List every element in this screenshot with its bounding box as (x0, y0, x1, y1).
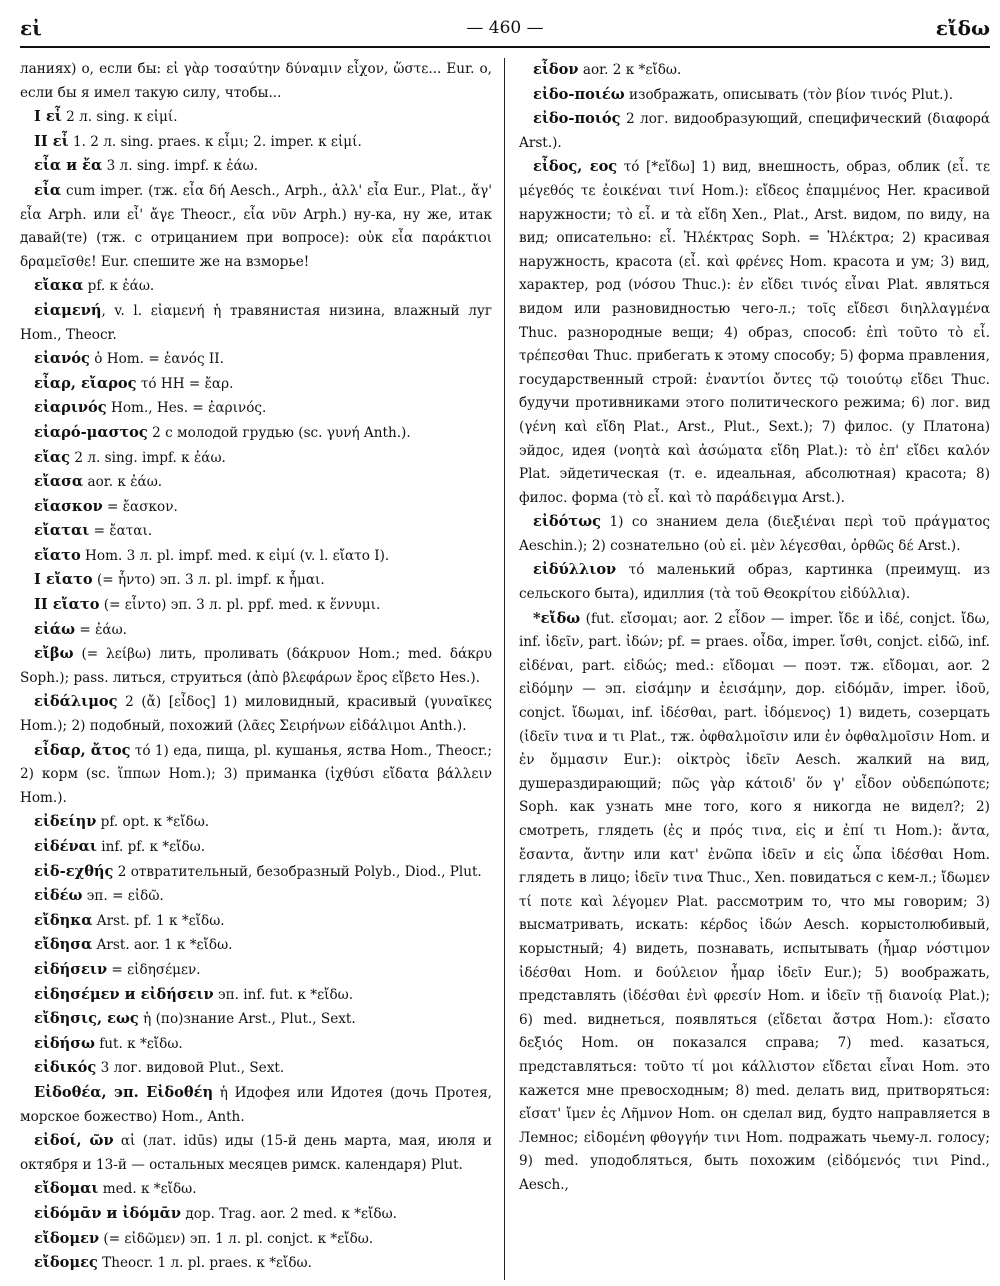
page-header (20, 12, 990, 48)
entry-headword: εἰδήσειν (34, 960, 108, 978)
entry-headword: Εἰδοθέα, эп. Εἰδοθέη (34, 1083, 214, 1101)
dictionary-entry (20, 1032, 492, 1057)
entry-definition: (= εἷντο) эп. 3 л. pl. ppf. med. к ἕννυμι. (99, 597, 381, 614)
entry-headword: εἰδόμᾱν и ἰδόμᾱν (34, 1204, 181, 1222)
dictionary-entry (519, 83, 990, 108)
entry-headword: εἶα и ἔα (34, 157, 103, 175)
dictionary-entry (20, 642, 492, 690)
entry-definition: cum imper. (тж. εἶα δή Aesch., Arph., ἀλλ' εἶα Eur., Plat., ἄγ' εἶα Arph. или εἶ' ἄγε Theocr., εἶα νῦν Arph.) ну-ка, ну же, итак давай(те) (тж. с отрицанием при вопросе): οὐκ εἶα παράκτιοι δραμεῖσθε! Eur. спешите же на взморье! (20, 182, 492, 270)
entry-headword: εἴακα (34, 277, 84, 295)
entry-definition: эп. inf. fut. к *εἴδω. (213, 986, 354, 1003)
dictionary-entry (519, 510, 990, 558)
entry-definition: = ἔασκον. (102, 498, 178, 515)
entry-headword: II εἴατο (34, 596, 100, 614)
entry-headword: εἶα (34, 181, 62, 199)
entry-headword: εἴδηκα (34, 911, 93, 929)
entry-definition: 2 л. sing. к εἰμί. (61, 109, 178, 126)
entry-definition: τό [*εἴδω] 1) вид, внешность, образ, облик (εἶ. τε μέγεθός τε ἐοικέναι τινί Hom.): εἴδεος ἐπαμμένος Her. красивой наружности; τὸ εἶ. и τὰ εἴδη Xen., Plat., Arst. видом, по виду, на вид; описательно: εἶ. Ἠλέκτρας Soph. = Ἠλέκτρα; 2) красивая наружность, красота (εἶ. καὶ φρένες Hom. красота и ум; 3) вид, характер, род (νόσου Thuc.): ἐν εἴδει τινός εἶναι Plat. являться видом или разновидностью чего-л.; τοῖς εἴδεσι διηλλαγμένα Thuc. разнородные вещи; 4) образ, способ: ἐπὶ τοῦτο τὸ εἶ. τρέπεσθαι Thuc. прибегать к этому способу; 5) форма правления, государственный строй: ἐναντίοι ὄντες τῷ τοιούτῳ εἴδει Thuc. будучи противниками этого политического режима; 6) лог. вид (γένη καὶ εἴδη Plat., Arst., Plut., Sext.); 7) филос. (у Платона) эйдос, идея (νοητὰ καὶ ἀσώματα εἴδη Plat.): τὸ ἐπ' εἴδει καλόν Plat. эйдетическая (т. е. идеальная, абсолютная) красота; 8) филос. форма (τὸ εἶ. καὶ τὸ παράδειγμα Arst.). (519, 159, 990, 506)
right-column (505, 58, 990, 1280)
entry-headword: I εἶ (34, 108, 62, 126)
dictionary-entry (20, 446, 492, 471)
dictionary-entry (519, 558, 990, 606)
entry-definition: pf. к ἐάω. (83, 278, 155, 295)
dictionary-entry (20, 154, 492, 179)
entry-definition: pf. opt. к *εἴδω. (96, 814, 210, 831)
dictionary-entry (20, 1177, 492, 1202)
entry-headword: εἰαμενή (34, 301, 102, 319)
entry-headword: εἰδο-ποιός (533, 110, 621, 128)
entry-definition: Arst. pf. 1 к *εἴδω. (92, 912, 225, 929)
entry-headword: εἴδησα (34, 936, 93, 954)
entry-headword: *εἴδω (533, 609, 581, 627)
entry-headword: II εἶ (34, 132, 69, 150)
dictionary-entry (20, 58, 492, 105)
entry-headword: εἴδομαι (34, 1180, 99, 1198)
entry-definition: τό 1) еда, пища, pl. кушанья, яства Hom., Theocr.; 2) корм (sc. ἵππων Hom.); 3) приманка (ἰχθύσι εἴδατα βάλλειν Hom.). (20, 742, 492, 806)
entry-definition: inf. pf. к *εἴδω. (96, 839, 206, 855)
entry-definition: дор. Trag. aor. 2 med. к *εἴδω. (181, 1205, 397, 1222)
entry-headword: εἰαρινός (34, 399, 107, 417)
dictionary-entry (20, 835, 492, 860)
entry-headword: εἰδοί, ῶν (34, 1132, 114, 1150)
entry-definition: ланиях) о, если бы: εἰ γὰρ τοσαύτην δύναμιν εἶχον, ὥστε... Eur. о, если бы я имел такую силу, чтобы... (20, 61, 492, 101)
dictionary-entry (20, 884, 492, 909)
dictionary-entry (519, 155, 990, 510)
entry-headword: εἴδομες (34, 1254, 98, 1272)
entry-definition: = ἐάω. (75, 621, 127, 638)
dictionary-entry (20, 1129, 492, 1177)
entry-definition: 2 л. sing. impf. к ἐάω. (70, 449, 226, 466)
dictionary-entry (20, 130, 492, 155)
entry-definition: 2 с молодой грудью (sc. γυνή Anth.). (147, 424, 411, 441)
entry-definition: ἡ (по)знание Arst., Plut., Sext. (138, 1011, 356, 1028)
entry-definition: 1. 2 л. sing. praes. к εἶμι; 2. imper. к εἰμί. (68, 133, 362, 150)
entry-definition: = ἔαται. (89, 523, 153, 540)
dictionary-entry (20, 519, 492, 544)
dictionary-entry (20, 1227, 492, 1252)
entry-definition: 2 (ἄ) [εἶδος] 1) миловидный, красивый (γυναῖκες Hom.); 2) подобный, похожий (λᾶες Σειρήνων εἰδάλιμοι Anth.). (20, 694, 492, 735)
dictionary-entry (20, 1251, 492, 1276)
entry-definition: 3 л. sing. impf. к ἐάω. (102, 158, 259, 175)
dictionary-entry (20, 909, 492, 934)
entry-definition: изображать, описывать (τὸν βίον τινός Plut.). (624, 86, 954, 103)
dictionary-entry (20, 1081, 492, 1129)
entry-definition: эп. = εἰδῶ. (82, 888, 164, 905)
dictionary-entry (20, 593, 492, 618)
entry-definition: 1) со знанием дела (διεξιέναι περὶ τοῦ πράγματος Aeschin.); 2) сознательно (οὐ εἰ. μὲν λέγεσθαι, ὀρθῶς δέ Arst.). (519, 514, 990, 554)
dictionary-entry (20, 421, 492, 446)
entry-definition: 2 отвратительный, безобразный Polyb., Diod., Plut. (113, 863, 482, 880)
dictionary-entry (20, 739, 492, 811)
entry-headword: εἶδαρ, ἄτος (34, 741, 131, 759)
dictionary-entry (20, 274, 492, 299)
entry-headword: εἴατο (34, 546, 81, 564)
entry-headword: εἶδον (533, 61, 579, 78)
dictionary-entry (20, 568, 492, 593)
dictionary-entry (20, 958, 492, 983)
entry-definition: αἱ (лат. idūs) иды (15-й день марта, мая, июля и октября и 13-й — остальных месяцев римск. календаря) Plut. (20, 1133, 492, 1173)
entry-definition: (= ἧντο) эп. 3 л. pl. impf. к ἧμαι. (92, 572, 325, 589)
entry-headword: εἰάω (34, 620, 76, 638)
dictionary-entry (20, 618, 492, 643)
entry-headword: εἴδομεν (34, 1229, 100, 1247)
entry-headword: εἰδ-εχθής (34, 862, 114, 880)
dictionary-entry (20, 544, 492, 569)
entry-headword: εἶαρ, εἴαρος (34, 374, 137, 392)
entry-headword: εἴαται (34, 522, 90, 540)
entry-definition: = εἰδησέμεν. (107, 961, 201, 978)
dictionary-entry (20, 810, 492, 835)
entry-headword: εἰανός (34, 350, 90, 368)
entry-definition: fut. к *εἴδω. (94, 1035, 183, 1052)
entry-definition: ἡ Идофея или Идотея (дочь Протея, морское божество) Hom., Anth. (20, 1084, 492, 1125)
dictionary-entry (20, 1056, 492, 1081)
header-left-guideword: εἰ (20, 16, 42, 40)
entry-definition: med. к *εἴδω. (98, 1181, 197, 1198)
entry-definition: 3 лог. видовой Plut., Sext. (96, 1060, 285, 1077)
entry-headword: εἰδέω (34, 887, 83, 905)
dictionary-entry (20, 983, 492, 1008)
entry-headword: εἰαρό-μαστος (34, 423, 148, 441)
entry-definition: (= εἰδῶμεν) эп. 1 л. pl. conjct. к *εἴδω. (99, 1230, 374, 1247)
dictionary-entry (20, 470, 492, 495)
dictionary-entry (20, 860, 492, 885)
entry-headword: εἰδησέμεν и εἰδήσειν (34, 985, 214, 1003)
dictionary-entry (20, 105, 492, 130)
entry-headword: εἶδος, εος (533, 158, 618, 176)
entry-definition: (fut. εἴσομαι; aor. 2 εἶδον — imper. ἴδε и ἰδέ, conjct. ἴδω, inf. ἰδεῖν, part. ἰδών; pf. = praes. οἶδα, imper. ἴσθι, conjct. εἰδῶ, inf. εἰδέναι, part. εἰδώς; med.: εἴδομαι — поэт. тж. εἴδομαι, aor. 2 εἰδόμην — эп. εἰσάμην и ἐεισάμην, дор. εἰδόμᾱν, imper. ἰδοῦ, conjct. ἴδωμαι, inf. ἰδέσθαι, part. ἰδόμενος) 1) видеть, созерцать (ἰδεῖν τινα и τι Plat., тж. ὀφθαλμοῖσιν или ἐν ὀφθαλμοῖσιν Hom. и ἐν ὄμμασιν Eur.): οἰκτρὸς ἰδεῖν Aesch. жалкий на вид, душераздирающий; πῶς γὰρ κάτοιδ' ὅν γ' εἶδον οὐδεπώποτε; Soph. как узнать мне того, кого я никогда не видел?; 2) смотреть, глядеть (ἐς и πρός τινα, εἰς и ἐπί τι Hom.): ἄντα, ἔσαντα, ἄντην или κατ' ἐνῶπα ἰδεῖν и εἰς ὦπα ἰδέσθαι Hom. глядеть в лицо; ἰδεῖν τινα Thuc., Xen. повидаться с кем-л.; ἴδωμεν τί ποτε καὶ λέγομεν Plat. рассмотрим то, что мы говорим; 3) высматривать, искать: κέρδος ἰδών Aesch. корыстолюбивый, корыстный; 4) видеть, познавать, испытывать (ἦμαρ νόστιμον ἰδέσθαι Hom. и δούλειον ἦμαρ ἰδεῖν Eur.); 5) воображать, представлять (ἰδέσθαι ἐνὶ φρεσίν Hom. и ἰδεῖν τῇ διανοίᾳ Plat.); 6) med. виднеться, появляться (εἴδεται ἄστρα Hom.): εἴσατο δεξιός Hom. он показался справа; 7) med. казаться, представляться: τοῦτο τί μοι κάλλιστον εἴδεται εἶναι Hom. это кажется мне превосходным; 8) med. делать вид, притворяться: εἴσατ' ἴμεν ἐς Λῆμνον Hom. он сделал вид, будто направляется в Лемнос; εἰδομένη φθογγήν τινι Hom. подражать чьему-л. голосу; 9) med. уподобляться, быть похожим (εἰδόμενός τινι Pind., Aesch., (519, 610, 990, 1193)
entry-definition: , v. l. εἰαμενή ἡ травянистая низина, влажный луг Hom., Theocr. (20, 302, 492, 343)
dictionary-entry (20, 1007, 492, 1032)
entry-headword: εἰδικός (34, 1059, 97, 1077)
entry-headword: εἴδησις, εως (34, 1010, 139, 1028)
entry-definition: τό маленький образ, картинка (преимущ. из сельского быта), идиллия (τὰ τοῦ Θεοκρίτου εἰδύλλια). (519, 562, 990, 603)
entry-headword: εἰδο-ποιέω (533, 85, 625, 103)
dictionary-entry (20, 1202, 492, 1227)
entry-definition: ὁ Hom. = ἑανός II. (89, 351, 224, 368)
dictionary-entry (20, 179, 492, 274)
dictionary-entry (519, 58, 990, 83)
dictionary-entry (519, 107, 990, 155)
entry-definition: Theocr. 1 л. pl. praes. к *εἴδω. (97, 1255, 312, 1272)
dictionary-entry (20, 933, 492, 958)
entry-headword: εἰδέναι (34, 838, 97, 855)
header-right-guideword: εἴδω (935, 16, 990, 40)
dictionary-entry (20, 372, 492, 397)
entry-headword: εἰδήσω (34, 1034, 95, 1052)
entry-definition: Hom. 3 л. pl. impf. med. к εἰμί (v. l. εἴατο I). (80, 547, 390, 564)
entry-headword: εἴασκον (34, 497, 103, 515)
entry-headword: εἴασα (34, 473, 84, 491)
dictionary-entry (20, 690, 492, 738)
entry-headword: εἴας (34, 448, 71, 466)
entry-headword: εἰδείην (34, 813, 97, 831)
dictionary-entry (20, 347, 492, 372)
text-columns (20, 58, 990, 1280)
entry-definition: 2 лог. видообразующий, специфический (διαφορά Arst.). (519, 111, 990, 151)
entry-headword: εἴβω (34, 645, 74, 663)
dictionary-entry (20, 299, 492, 347)
dictionary-entry (519, 607, 990, 1198)
entry-definition: (= λείβω) лить, проливать (δάκρυον Hom.; med. δάκρυ Soph.); pass. литься, струиться (ἀπὸ βλεφάρων ἔρος εἴβετο Hes.). (20, 646, 492, 686)
entry-definition: aor. к ἐάω. (83, 474, 163, 491)
dictionary-entry (20, 396, 492, 421)
entry-headword: εἰδάλιμος (34, 693, 118, 711)
entry-definition: Arst. aor. 1 к *εἴδω. (92, 937, 233, 954)
dictionary-entry (20, 495, 492, 520)
left-column (20, 58, 505, 1280)
entry-headword: I εἴατο (34, 571, 93, 589)
entry-headword: εἰδότως (533, 513, 602, 531)
entry-definition: τό HH = ἔαρ. (136, 375, 234, 392)
entry-headword: εἰδύλλιον (533, 561, 617, 579)
entry-definition: aor. 2 к *εἴδω. (578, 62, 682, 78)
entry-definition: Hom., Hes. = ἐαρινός. (106, 400, 267, 417)
page-number: — 460 — (466, 18, 544, 38)
